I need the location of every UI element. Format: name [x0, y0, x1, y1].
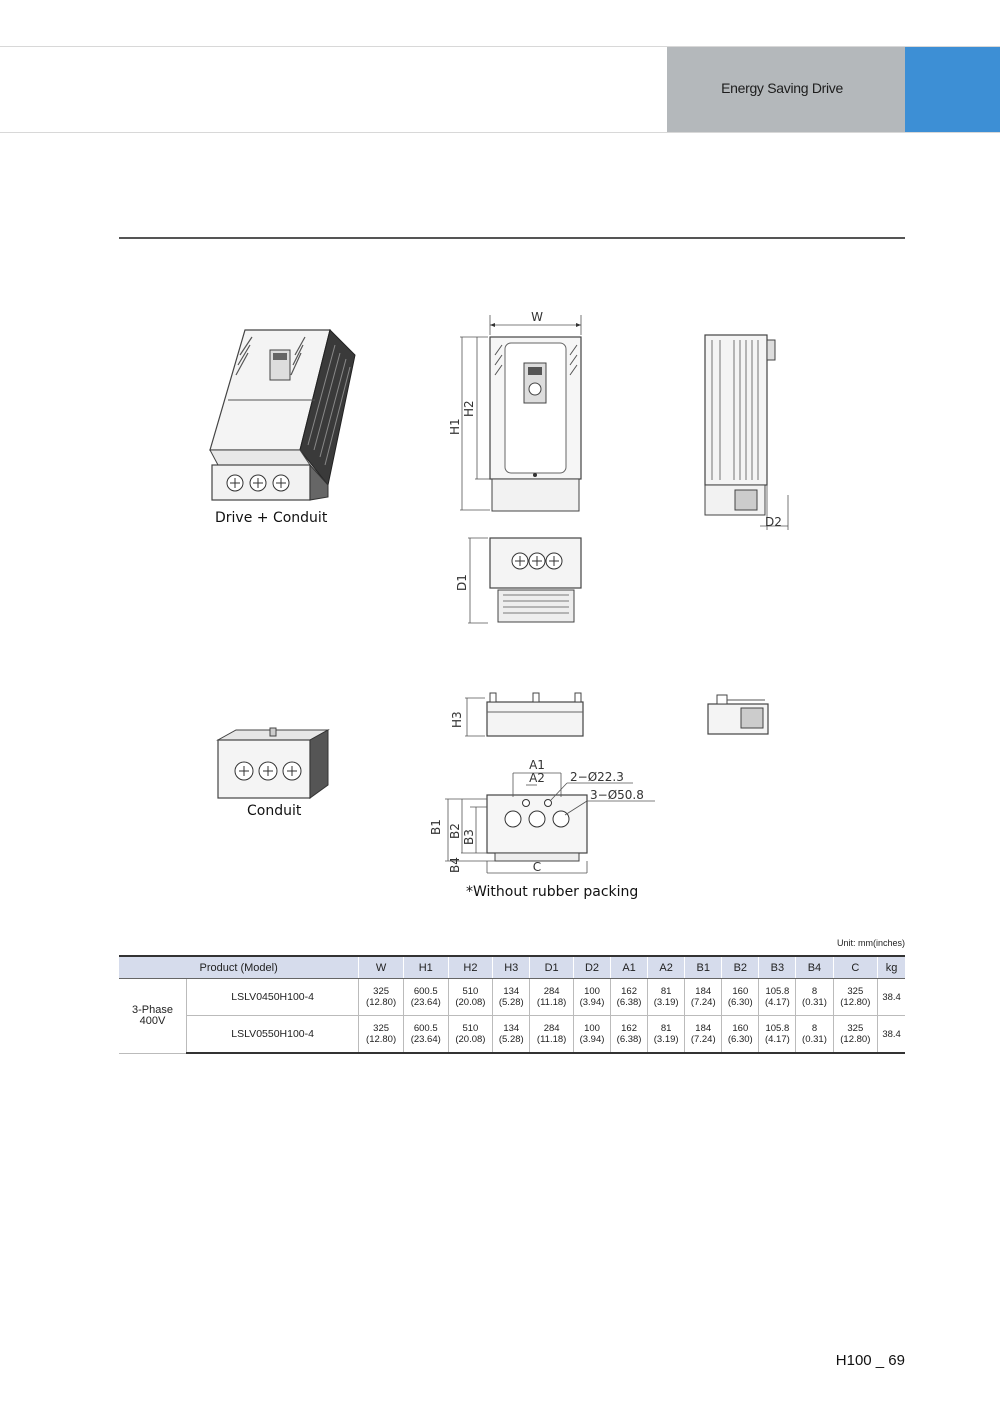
value-cell: 325 (12.80) — [833, 1016, 878, 1054]
header-b4: B4 — [796, 956, 833, 979]
value-cell: 600.5 (23.64) — [403, 1016, 448, 1054]
header-d2: D2 — [573, 956, 610, 979]
model-cell: LSLV0550H100-4 — [187, 1016, 359, 1054]
header-kg: kg — [878, 956, 905, 979]
dim-w: W — [531, 310, 543, 324]
header-c: C — [833, 956, 878, 979]
phase-cell — [119, 979, 187, 1054]
value-cell: 8 (0.31) — [796, 1016, 833, 1054]
value-cell: 510 (20.08) — [448, 1016, 493, 1054]
dim-c: C — [532, 860, 542, 874]
value-cell: 510 (20.08) — [448, 979, 493, 1016]
value-cell: 284 (11.18) — [530, 1016, 574, 1054]
header-blue-block — [905, 47, 1000, 133]
unit-label: Unit: mm(inches) — [836, 938, 905, 948]
dim-b4: B4 — [448, 857, 462, 873]
header-d1: D1 — [530, 956, 574, 979]
value-cell: 184 (7.24) — [685, 1016, 722, 1054]
value-cell: 100 (3.94) — [573, 979, 610, 1016]
drive-conduit-illustration — [200, 325, 370, 505]
header-w: W — [359, 956, 404, 979]
dim-b2: B2 — [448, 823, 462, 839]
dim-b1: B1 — [429, 819, 443, 835]
value-cell: 8 (0.31) — [796, 979, 833, 1016]
value-cell: 325 (12.80) — [359, 1016, 404, 1054]
value-cell: 105.8 (4.17) — [759, 1016, 796, 1054]
header-bottom-line — [0, 132, 1000, 133]
dim-h3: H3 — [450, 711, 464, 728]
dim-h1: H1 — [448, 418, 462, 435]
header-b1: B1 — [685, 956, 722, 979]
conduit-caption: Conduit — [247, 803, 302, 819]
dim-a1: A1 — [529, 758, 545, 772]
value-cell: 325 (12.80) — [359, 979, 404, 1016]
dim-h2: H2 — [462, 400, 476, 417]
header-b3: B3 — [759, 956, 796, 979]
section-rule — [119, 237, 905, 239]
conduit-front-drawing — [445, 690, 590, 740]
value-cell: 105.8 (4.17) — [759, 979, 796, 1016]
rubber-packing-note: *Without rubber packing — [466, 884, 639, 900]
dim-d2: D2 — [765, 515, 782, 529]
table-row — [119, 1016, 905, 1054]
value-cell: 162 (6.38) — [611, 1016, 648, 1054]
header-h1: H1 — [403, 956, 448, 979]
value-cell: 160 (6.30) — [722, 1016, 759, 1054]
dim-hole-small: 2−Ø22.3 — [570, 770, 624, 784]
dim-a2: A2 — [529, 771, 545, 785]
kg-cell: 38.4 — [878, 979, 905, 1016]
kg-cell: 38.4 — [878, 1016, 905, 1054]
conduit-side-drawing — [705, 692, 775, 737]
value-cell: 160 (6.30) — [722, 979, 759, 1016]
table-row — [119, 979, 905, 1016]
header-a2: A2 — [648, 956, 685, 979]
header-h3: H3 — [493, 956, 530, 979]
conduit-illustration — [210, 725, 340, 805]
value-cell: 600.5 (23.64) — [403, 979, 448, 1016]
value-cell: 284 (11.18) — [530, 979, 574, 1016]
voltage-label: 400V — [139, 1014, 166, 1027]
value-cell: 100 (3.94) — [573, 1016, 610, 1054]
header-title: Energy Saving Drive — [721, 80, 843, 96]
front-view-drawing — [440, 305, 600, 520]
value-cell: 325 (12.80) — [833, 979, 878, 1016]
value-cell: 81 (3.19) — [648, 1016, 685, 1054]
dimension-table — [119, 955, 905, 1054]
dim-b3: B3 — [462, 829, 476, 845]
dim-hole-large: 3−Ø50.8 — [590, 788, 644, 802]
bottom-view-drawing — [448, 535, 598, 630]
table-header-row — [119, 956, 905, 979]
header-product-model: Product (Model) — [119, 956, 359, 979]
value-cell: 81 (3.19) — [648, 979, 685, 1016]
phase-label: 3-Phase — [132, 1003, 173, 1016]
model-cell: LSLV0450H100-4 — [187, 979, 359, 1016]
header-h2: H2 — [448, 956, 493, 979]
value-cell: 134 (5.28) — [493, 979, 530, 1016]
value-cell: 184 (7.24) — [685, 979, 722, 1016]
page-number: H100 _ 69 — [835, 1352, 905, 1369]
drive-conduit-caption: Drive + Conduit — [215, 510, 328, 526]
header-b2: B2 — [722, 956, 759, 979]
value-cell: 162 (6.38) — [611, 979, 648, 1016]
header-a1: A1 — [611, 956, 648, 979]
conduit-plate-drawing — [415, 755, 665, 875]
side-view-drawing — [700, 330, 795, 535]
value-cell: 134 (5.28) — [493, 1016, 530, 1054]
dim-d1: D1 — [455, 574, 469, 591]
